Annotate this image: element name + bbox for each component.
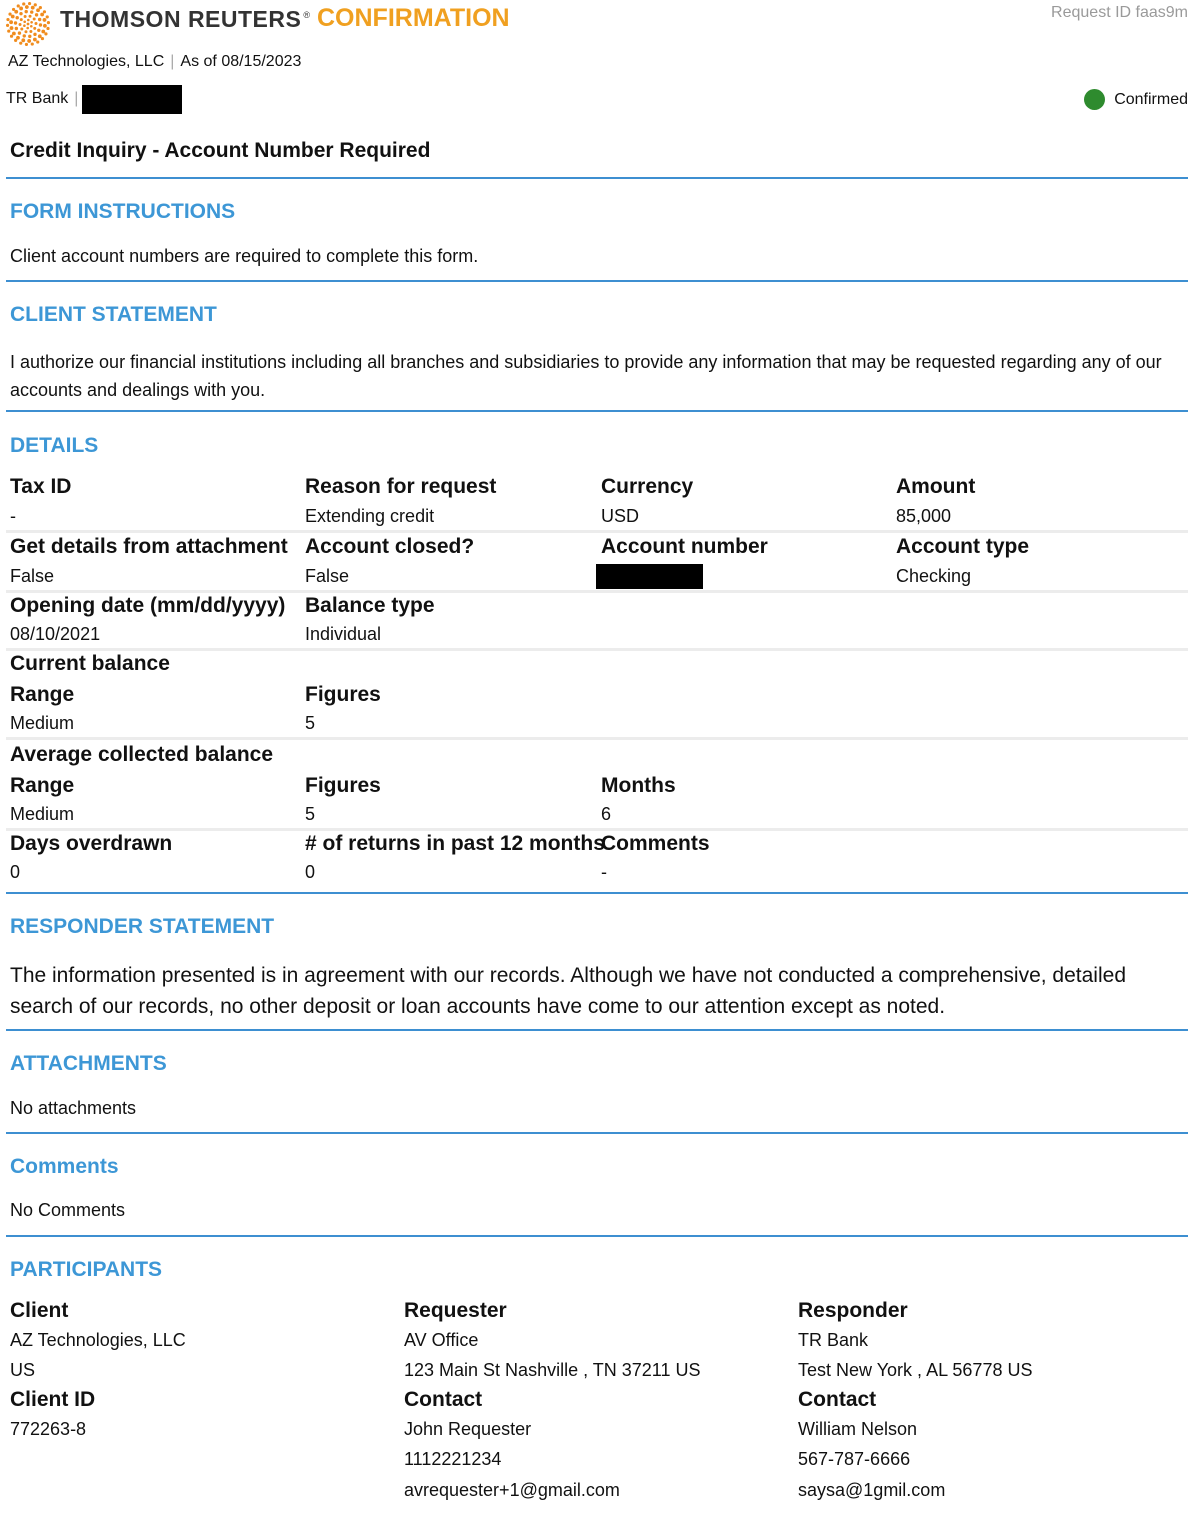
requester-name: AV Office	[404, 1330, 479, 1350]
days-overdrawn-label: Days overdrawn	[10, 832, 173, 855]
requester-phone: 1112221234	[404, 1449, 502, 1469]
row-divider	[6, 828, 1188, 831]
row-divider	[6, 590, 1188, 593]
amount-label: Amount	[896, 475, 976, 498]
from-attachment-value: False	[10, 566, 55, 586]
separator: |	[74, 90, 79, 107]
thomson-reuters-logo-icon	[6, 2, 50, 46]
status-indicator	[1084, 89, 1188, 110]
separator: |	[170, 53, 175, 70]
status-dot-icon	[1084, 89, 1105, 110]
responder-name: TR Bank	[798, 1330, 869, 1350]
responder-label: Responder	[798, 1299, 908, 1322]
responder-contact-name: William Nelson	[798, 1419, 918, 1439]
responder-statement-heading: RESPONDER STATEMENT	[10, 915, 275, 938]
current-figures-label: Figures	[305, 683, 381, 706]
requester-contact-label: Contact	[404, 1388, 483, 1411]
account-type-label: Account type	[896, 535, 1030, 558]
status-text: Confirmed	[1114, 90, 1188, 108]
request-id: Request ID faas9m	[1051, 4, 1188, 21]
requester-label: Requester	[404, 1299, 507, 1322]
as-of-date: As of 08/15/2023	[180, 53, 302, 70]
client-line	[8, 53, 301, 71]
client-id-value: 772263-8	[10, 1419, 87, 1439]
client-name: AZ Technologies, LLC	[8, 53, 165, 70]
current-range-value: Medium	[10, 713, 75, 733]
responder-email[interactable]: saysa@1gmil.com	[798, 1480, 946, 1500]
responder-phone: 567-787-6666	[798, 1449, 911, 1469]
average-months-value: 6	[601, 804, 612, 824]
responder-address: Test New York , AL 56778 US	[798, 1360, 1033, 1380]
divider	[6, 892, 1188, 894]
requester-contact-name: John Requester	[404, 1419, 532, 1439]
average-figures-value: 5	[305, 804, 316, 824]
from-attachment-label: Get details from attachment	[10, 535, 288, 558]
details-comments-value: -	[601, 862, 607, 882]
comments-heading: Comments	[10, 1155, 119, 1178]
row-divider	[6, 648, 1188, 651]
balance-type-value: Individual	[305, 624, 382, 644]
average-range-label: Range	[10, 774, 75, 797]
redacted-account-number	[596, 564, 703, 589]
reason-label: Reason for request	[305, 475, 497, 498]
attachments-text: No attachments	[10, 1098, 137, 1118]
divider	[6, 177, 1188, 179]
average-range-value: Medium	[10, 804, 75, 824]
details-heading: DETAILS	[10, 434, 99, 457]
currency-value: USD	[601, 506, 640, 526]
divider	[6, 410, 1188, 412]
details-comments-label: Comments	[601, 832, 710, 855]
client-statement-heading: CLIENT STATEMENT	[10, 303, 217, 326]
average-figures-label: Figures	[305, 774, 381, 797]
account-number-label: Account number	[601, 535, 768, 558]
client-id-label: Client ID	[10, 1388, 96, 1411]
tax-id-value: -	[10, 506, 16, 526]
current-range-label: Range	[10, 683, 75, 706]
responder-statement-text: The information presented is in agreement with our records. Although we have not conducted a comprehensive, detailed search of our records, no other deposit or loan accounts have come to our attention except as noted.	[10, 964, 1126, 1018]
average-months-label: Months	[601, 774, 676, 797]
comments-text: No Comments	[10, 1200, 126, 1220]
row-divider	[6, 737, 1188, 740]
row-divider	[6, 530, 1188, 533]
requester-address: 123 Main St Nashville , TN 37211 US	[404, 1360, 701, 1380]
redacted-block	[82, 85, 182, 114]
divider	[6, 1029, 1188, 1031]
account-closed-value: False	[305, 566, 350, 586]
returns-label: # of returns in past 12 months	[305, 832, 605, 855]
client-statement-text: I authorize our financial institutions including all branches and subsidiaries to provide any information that may be requested regarding any of our accounts and dealings with you.	[10, 352, 1162, 400]
returns-value: 0	[305, 862, 316, 882]
bank-name: TR Bank	[6, 90, 69, 107]
divider	[6, 1132, 1188, 1134]
responder-contact-label: Contact	[798, 1388, 877, 1411]
average-balance-label: Average collected balance	[10, 743, 274, 766]
bank-line	[6, 90, 81, 108]
current-figures-value: 5	[305, 713, 316, 733]
account-closed-label: Account closed?	[305, 535, 475, 558]
form-title: Credit Inquiry - Account Number Required	[10, 139, 431, 162]
client-name: AZ Technologies, LLC	[10, 1330, 186, 1350]
divider	[6, 280, 1188, 282]
current-balance-label: Current balance	[10, 652, 170, 675]
days-overdrawn-value: 0	[10, 862, 21, 882]
form-instructions-text: Client account numbers are required to complete this form.	[10, 246, 479, 266]
reason-value: Extending credit	[305, 506, 435, 526]
opening-date-value: 08/10/2021	[10, 624, 101, 644]
client-country: US	[10, 1360, 36, 1380]
balance-type-label: Balance type	[305, 594, 435, 617]
client-label: Client	[10, 1299, 69, 1322]
requester-email[interactable]: avrequester+1@gmail.com	[404, 1480, 620, 1500]
amount-value: 85,000	[896, 506, 952, 526]
divider	[6, 1235, 1188, 1237]
tax-id-label: Tax ID	[10, 475, 72, 498]
currency-label: Currency	[601, 475, 694, 498]
document-type: CONFIRMATION	[317, 4, 510, 32]
account-type-value: Checking	[896, 566, 972, 586]
participants-heading: PARTICIPANTS	[10, 1258, 163, 1281]
attachments-heading: ATTACHMENTS	[10, 1052, 167, 1075]
opening-date-label: Opening date (mm/dd/yyyy)	[10, 594, 286, 617]
form-instructions-heading: FORM INSTRUCTIONS	[10, 200, 236, 223]
brand-name: THOMSON REUTERS ®	[60, 6, 311, 32]
